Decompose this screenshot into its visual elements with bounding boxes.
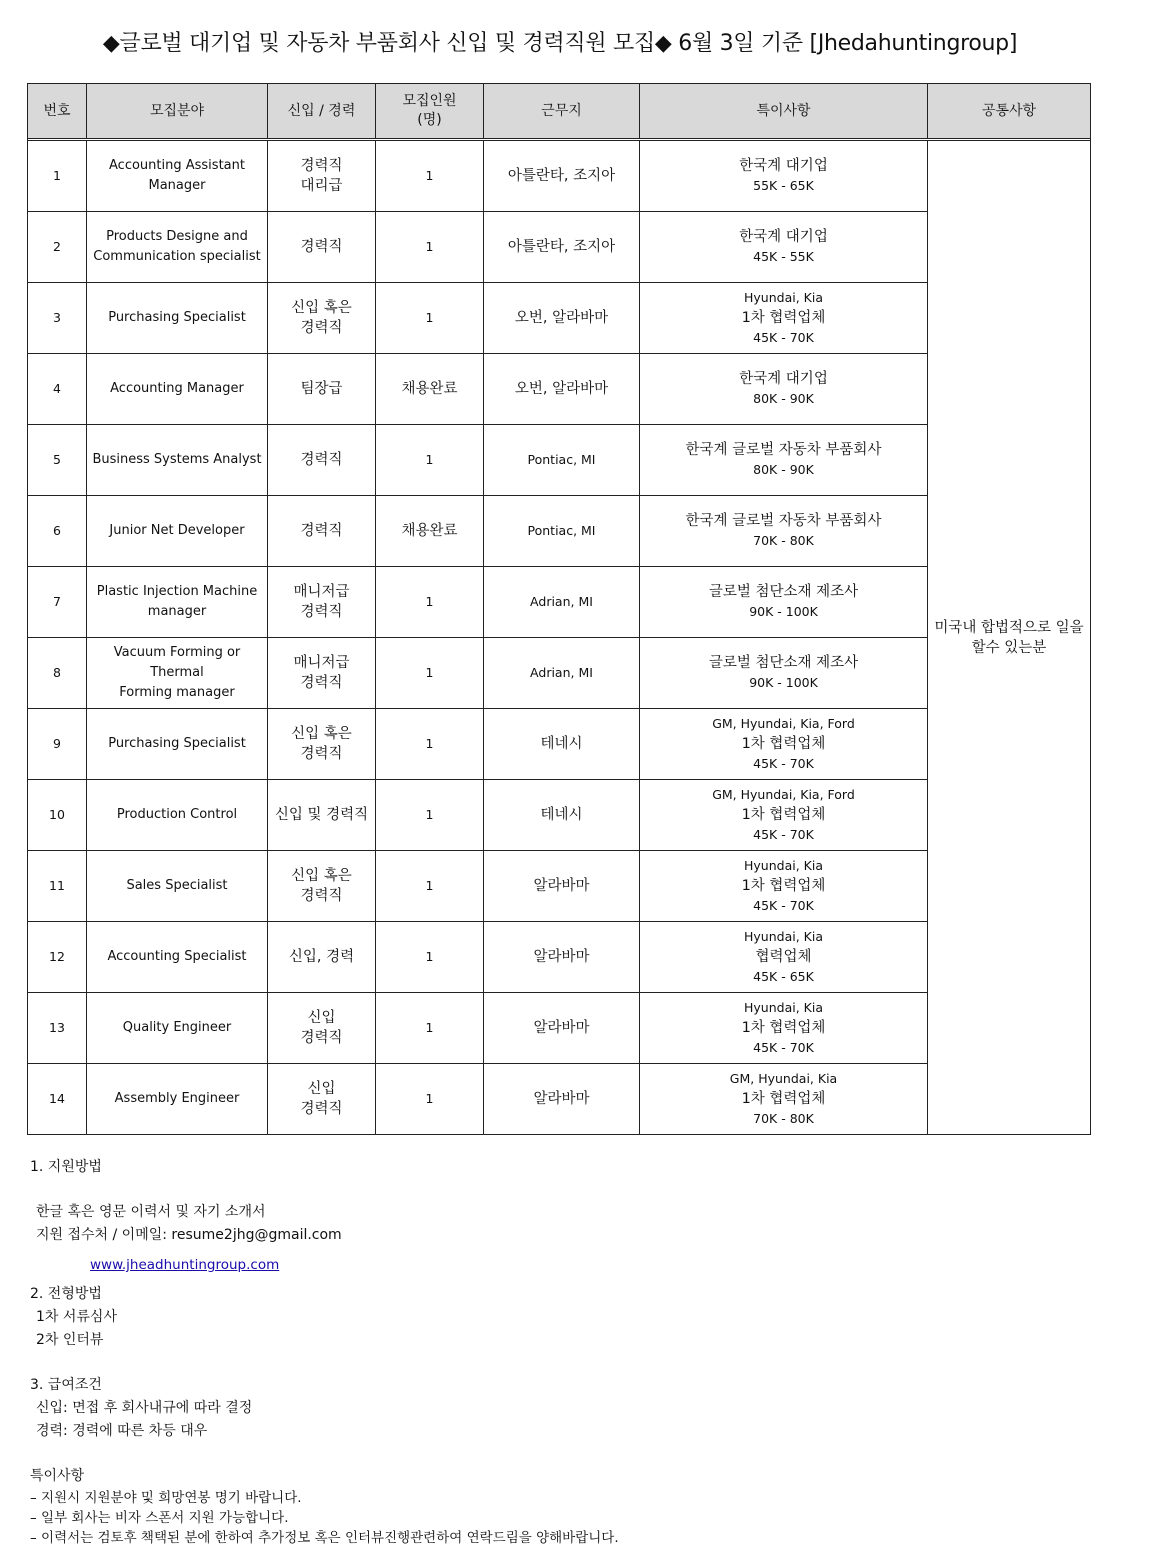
- cell-count: 1: [376, 1064, 484, 1135]
- note-partners: Hyundai, Kia: [744, 929, 823, 944]
- cell-field: Sales Specialist: [87, 851, 268, 922]
- cell-notes: [640, 638, 928, 709]
- note-salary: 55K - 65K: [753, 178, 814, 193]
- cell-notes: [640, 425, 928, 496]
- cell-location: Pontiac, MI: [484, 425, 640, 496]
- cell-location: 아틀란타, 조지아: [484, 141, 640, 212]
- cell-type: 경력직 대리급: [268, 141, 376, 212]
- cell-notes: [640, 212, 928, 283]
- cell-count: 1: [376, 212, 484, 283]
- apply-docs: 한글 혹은 영문 이력서 및 자기 소개서: [36, 1204, 266, 1220]
- note-company: 글로벌 첨단소재 제조사: [708, 655, 859, 671]
- note-salary: 70K - 80K: [753, 533, 814, 548]
- cell-type: 신입 혹은 경력직: [268, 283, 376, 354]
- cell-count: 1: [376, 567, 484, 638]
- cell-count: 1: [376, 922, 484, 993]
- cell-type: 매니저급 경력직: [268, 638, 376, 709]
- section-apply-title: 1. 지원방법: [30, 1159, 102, 1175]
- header-common: 공통사항: [928, 84, 1091, 139]
- table-row: [28, 141, 1091, 212]
- note-salary: 45K - 70K: [753, 1040, 814, 1055]
- note-company: 한국계 글로벌 자동차 부품회사: [685, 442, 882, 458]
- note-salary: 45K - 55K: [753, 249, 814, 264]
- note-company: 1차 협력업체: [741, 310, 826, 326]
- cell-field: Purchasing Specialist: [87, 283, 268, 354]
- cell-field: Production Control: [87, 780, 268, 851]
- note-salary: 45K - 65K: [753, 969, 814, 984]
- apply-email: 지원 접수처 / 이메일: resume2jhg@gmail.com: [36, 1227, 342, 1243]
- cell-count: 1: [376, 780, 484, 851]
- cell-location: Adrian, MI: [484, 567, 640, 638]
- note-partners: Hyundai, Kia: [744, 858, 823, 873]
- header-field: 모집분야: [87, 84, 268, 139]
- cell-number: 4: [28, 354, 87, 425]
- cell-location: 오번, 알라바마: [484, 354, 640, 425]
- cell-type: 경력직: [268, 212, 376, 283]
- cell-field: Business Systems Analyst: [87, 425, 268, 496]
- cell-location: 테네시: [484, 780, 640, 851]
- cell-count: 1: [376, 141, 484, 212]
- cell-type: 신입 혹은 경력직: [268, 709, 376, 780]
- header-type: 신입 / 경력: [268, 84, 376, 139]
- cell-field: Vacuum Forming or Thermal Forming manager: [87, 638, 268, 709]
- cell-type: 신입 경력직: [268, 993, 376, 1064]
- cell-field: Accounting Specialist: [87, 922, 268, 993]
- cell-number: 10: [28, 780, 87, 851]
- header-location: 근무지: [484, 84, 640, 139]
- note-company: 글로벌 첨단소재 제조사: [708, 584, 859, 600]
- cell-location: 아틀란타, 조지아: [484, 212, 640, 283]
- cell-count: 1: [376, 425, 484, 496]
- cell-location: 테네시: [484, 709, 640, 780]
- note-partners: Hyundai, Kia: [744, 1000, 823, 1015]
- note-partners: GM, Hyundai, Kia: [729, 1071, 838, 1086]
- special-note-2: – 일부 회사는 비자 스폰서 지원 가능합니다.: [30, 1510, 289, 1526]
- cell-number: 2: [28, 212, 87, 283]
- section-salary-title: 3. 급여조건: [30, 1377, 102, 1393]
- cell-number: 5: [28, 425, 87, 496]
- note-salary: 45K - 70K: [753, 898, 814, 913]
- cell-count: 1: [376, 638, 484, 709]
- process-step-1: 1차 서류심사: [36, 1309, 117, 1325]
- cell-location: Pontiac, MI: [484, 496, 640, 567]
- cell-type: 매니저급 경력직: [268, 567, 376, 638]
- salary-new-hire: 신입: 면접 후 회사내규에 따라 결정: [36, 1400, 253, 1416]
- section-special-title: 특이사항: [30, 1468, 85, 1484]
- cell-notes: [640, 709, 928, 780]
- cell-notes: [640, 141, 928, 212]
- header-notes: 특이사항: [640, 84, 928, 139]
- note-company: 1차 협력업체: [741, 1020, 826, 1036]
- note-salary: 45K - 70K: [753, 330, 814, 345]
- application-notes: [30, 1156, 619, 1548]
- note-company: 1차 협력업체: [741, 878, 826, 894]
- note-company: 1차 협력업체: [741, 736, 826, 752]
- cell-notes: [640, 922, 928, 993]
- cell-number: 3: [28, 283, 87, 354]
- cell-notes: [640, 567, 928, 638]
- cell-location: 알라바마: [484, 851, 640, 922]
- website-link[interactable]: www.jheadhuntingroup.com: [90, 1257, 280, 1273]
- cell-number: 13: [28, 993, 87, 1064]
- cell-notes: [640, 780, 928, 851]
- cell-notes: [640, 283, 928, 354]
- note-company: 1차 협력업체: [741, 807, 826, 823]
- cell-type: 팀장급: [268, 354, 376, 425]
- cell-notes: [640, 496, 928, 567]
- cell-field: Accounting Assistant Manager: [87, 141, 268, 212]
- cell-location: Adrian, MI: [484, 638, 640, 709]
- cell-count: 1: [376, 851, 484, 922]
- cell-number: 9: [28, 709, 87, 780]
- note-partners: GM, Hyundai, Kia, Ford: [712, 787, 855, 802]
- cell-number: 7: [28, 567, 87, 638]
- note-salary: 45K - 70K: [753, 756, 814, 771]
- cell-field: Accounting Manager: [87, 354, 268, 425]
- cell-type: 경력직: [268, 496, 376, 567]
- process-step-2: 2차 인터뷰: [36, 1332, 104, 1348]
- cell-number: 6: [28, 496, 87, 567]
- cell-type: 신입 경력직: [268, 1064, 376, 1135]
- note-salary: 80K - 90K: [753, 391, 814, 406]
- header-count: 모집인원 (명): [376, 84, 484, 139]
- cell-field: Products Designe and Communication specialist: [87, 212, 268, 283]
- cell-count: 1: [376, 283, 484, 354]
- note-company: 한국계 대기업: [739, 371, 828, 387]
- cell-field: Assembly Engineer: [87, 1064, 268, 1135]
- cell-location: 알라바마: [484, 993, 640, 1064]
- note-salary: 70K - 80K: [753, 1111, 814, 1126]
- cell-count: 채용완료: [376, 354, 484, 425]
- table-body: [28, 139, 1091, 1135]
- cell-count: 1: [376, 993, 484, 1064]
- cell-notes: [640, 851, 928, 922]
- cell-type: 경력직: [268, 425, 376, 496]
- cell-number: 11: [28, 851, 87, 922]
- cell-type: 신입 및 경력직: [268, 780, 376, 851]
- special-note-1: – 지원시 지원분야 및 희망연봉 명기 바랍니다.: [30, 1490, 302, 1506]
- cell-location: 알라바마: [484, 1064, 640, 1135]
- note-salary: 90K - 100K: [749, 604, 818, 619]
- note-salary: 45K - 70K: [753, 827, 814, 842]
- cell-common-requirement: 미국내 합법적으로 일을 할수 있는분: [928, 141, 1091, 1135]
- note-company: 협력업체: [755, 949, 812, 965]
- note-company: 한국계 글로벌 자동차 부품회사: [685, 513, 882, 529]
- section-process-title: 2. 전형방법: [30, 1286, 102, 1302]
- cell-count: 1: [376, 709, 484, 780]
- cell-count: 채용완료: [376, 496, 484, 567]
- cell-number: 8: [28, 638, 87, 709]
- table-header-row: [28, 84, 1091, 139]
- cell-number: 14: [28, 1064, 87, 1135]
- cell-notes: [640, 1064, 928, 1135]
- job-table: [27, 83, 1091, 1135]
- note-salary: 90K - 100K: [749, 675, 818, 690]
- cell-type: 신입 혹은 경력직: [268, 851, 376, 922]
- salary-experienced: 경력: 경력에 따른 차등 대우: [36, 1423, 208, 1439]
- cell-notes: [640, 993, 928, 1064]
- note-partners: GM, Hyundai, Kia, Ford: [712, 716, 855, 731]
- cell-location: 알라바마: [484, 922, 640, 993]
- special-note-3: – 이력서는 검토후 책택된 분에 한하여 추가정보 혹은 인터뷰진행관련하여 연락드림을 양해바랍니다.: [30, 1530, 619, 1546]
- cell-number: 12: [28, 922, 87, 993]
- cell-field: Purchasing Specialist: [87, 709, 268, 780]
- cell-field: Plastic Injection Machine manager: [87, 567, 268, 638]
- note-partners: Hyundai, Kia: [744, 290, 823, 305]
- cell-location: 오번, 알라바마: [484, 283, 640, 354]
- note-company: 1차 협력업체: [741, 1091, 826, 1107]
- cell-number: 1: [28, 141, 87, 212]
- cell-field: Quality Engineer: [87, 993, 268, 1064]
- cell-notes: [640, 354, 928, 425]
- page-title: ◆글로벌 대기업 및 자동차 부품회사 신입 및 경력직원 모집◆ 6월 3일 기준 [Jhedahuntingroup]: [102, 31, 1018, 56]
- note-company: 한국계 대기업: [739, 229, 828, 245]
- note-company: 한국계 대기업: [739, 158, 828, 174]
- cell-field: Junior Net Developer: [87, 496, 268, 567]
- note-salary: 80K - 90K: [753, 462, 814, 477]
- cell-type: 신입, 경력: [268, 922, 376, 993]
- header-number: 번호: [28, 84, 87, 139]
